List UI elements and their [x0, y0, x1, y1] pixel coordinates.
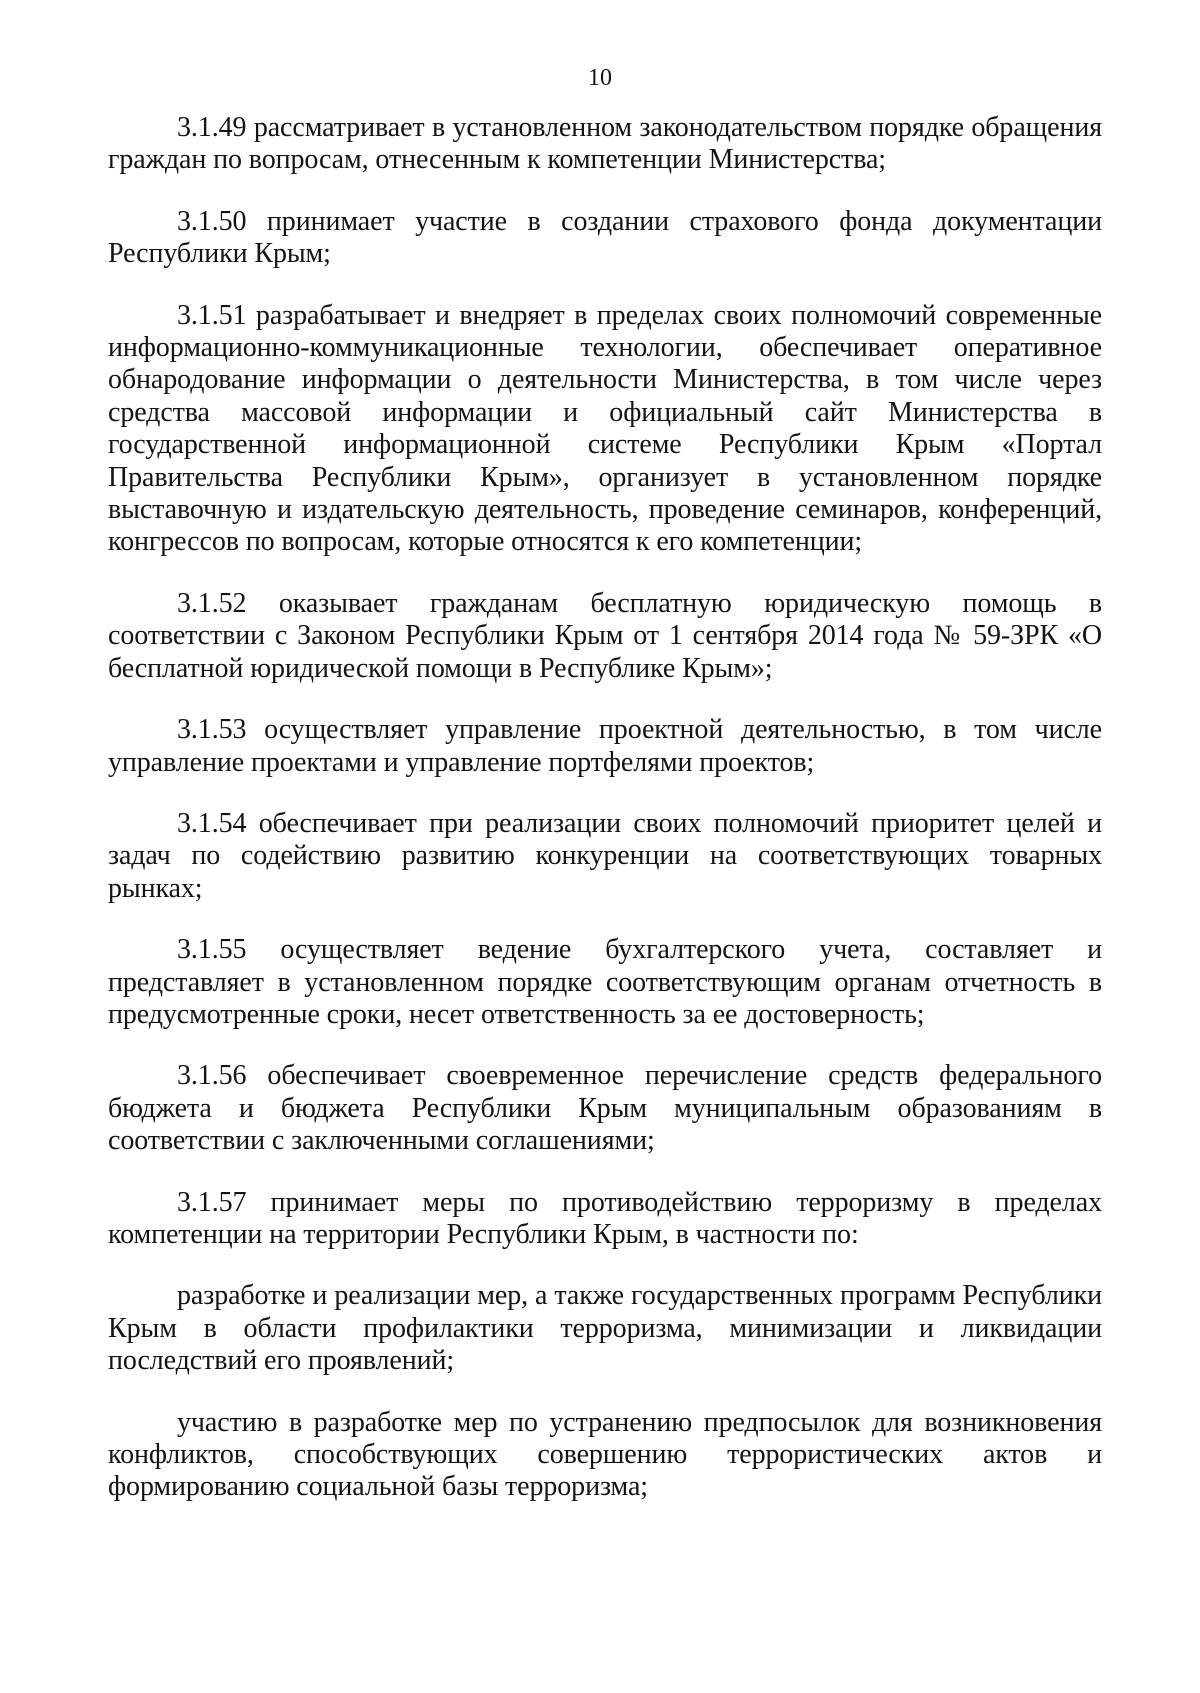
- paragraph-sub-item-terrorism-programs: разработке и реализации мер, а также государственных программ Республики Крым в области профилактики терроризма, минимизации и ликвидации последствий его проявлений;: [108, 1280, 1102, 1377]
- paragraph-sub-item-conflict-prevention: участию в разработке мер по устранению предпосылок для возникновения конфликтов, способствующих совершению террористических актов и формированию социальной базы терроризма;: [108, 1406, 1102, 1503]
- paragraph-3-1-54: 3.1.54 обеспечивает при реализации своих полномочий приоритет целей и задач по содействию развитию конкуренции на соответствующих товарных рынках;: [108, 807, 1102, 904]
- paragraph-3-1-55: 3.1.55 осуществляет ведение бухгалтерского учета, составляет и представляет в установленном порядке соответствующим органам отчетность в предусмотренные сроки, несет ответственность за ее достоверность;: [108, 934, 1102, 1030]
- page-number: 10: [588, 65, 612, 91]
- paragraph-3-1-52: 3.1.52 оказывает гражданам бесплатную юридическую помощь в соответствии с Законом Республики Крым от 1 сентября 2014 года № 59-ЗРК «О бесплатной юридической помощи в Республике Крым»;: [108, 587, 1102, 684]
- document-body: [108, 112, 1102, 1504]
- paragraph-3-1-50: 3.1.50 принимает участие в создании страхового фонда документации Республики Крым;: [108, 205, 1102, 270]
- paragraph-3-1-51: 3.1.51 разрабатывает и внедряет в пределах своих полномочий современные информационно-коммуникационные технологии, обеспечивает оперативное обнародование информации о деятельности Министерства, в том числе через средства массовой информации и официальный сайт Министерства в государственной информационной системе Республики Крым «Портал Правительства Республики Крым», организует в установленном порядке выставочную и издательскую деятельность, проведение семинаров, конференций, конгрессов по вопросам, которые относятся к его компетенции;: [108, 299, 1102, 558]
- paragraph-3-1-56: 3.1.56 обеспечивает своевременное перечисление средств федерального бюджета и бюджета Республики Крым муниципальным образованиям в соответствии с заключенными соглашениями;: [108, 1060, 1102, 1157]
- paragraph-3-1-53: 3.1.53 осуществляет управление проектной деятельностью, в том числе управление проектами и управление портфелями проектов;: [108, 714, 1102, 778]
- paragraph-3-1-57: 3.1.57 принимает меры по противодействию терроризму в пределах компетенции на территории Республики Крым, в частности по:: [108, 1186, 1102, 1250]
- paragraph-3-1-49: 3.1.49 рассматривает в установленном законодательством порядке обращения граждан по вопросам, отнесенным к компетенции Министерства;: [108, 112, 1102, 176]
